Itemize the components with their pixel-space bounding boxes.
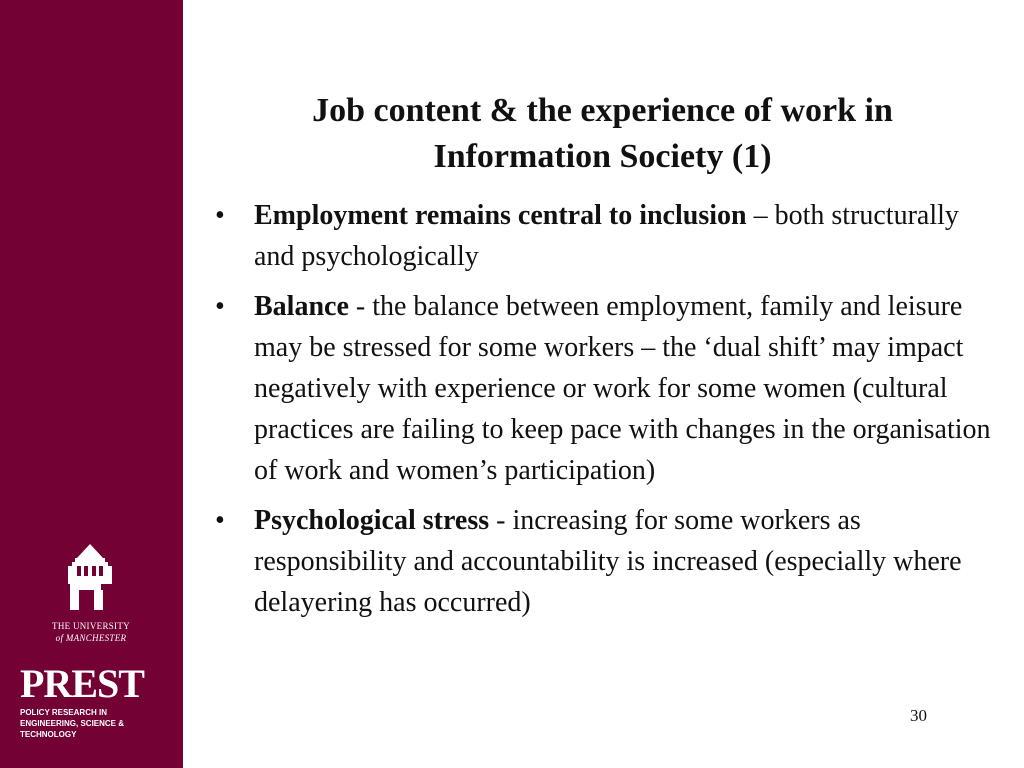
- bullet-text: - increasing for some workers as responsibility and accountability is increased (especially where delayering has occurred): [254, 505, 962, 618]
- bullet-item: [212, 286, 1002, 491]
- university-wordmark: [20, 620, 162, 644]
- bullet-list: [212, 195, 1002, 632]
- sidebar-panel: [0, 0, 183, 768]
- prest-tagline: [20, 707, 180, 740]
- university-line1: THE UNIVERSITY: [52, 621, 130, 631]
- prest-logo: PREST: [20, 661, 144, 706]
- slide-title-line1: Job content & the experience of work in: [312, 92, 893, 129]
- university-crest-icon: [63, 542, 117, 616]
- bullet-heading: Balance: [254, 291, 349, 322]
- prest-tagline-line2: ENGINEERING, SCIENCE & TECHNOLOGY: [20, 719, 125, 739]
- prest-tagline-line1: POLICY RESEARCH IN: [20, 708, 107, 717]
- bullet-heading: Employment remains central to inclusion: [254, 200, 747, 231]
- bullet-text: – both structurally and psychologically: [254, 200, 959, 272]
- university-line2: of MANCHESTER: [55, 633, 127, 643]
- bullet-mark: •: [215, 505, 225, 536]
- bullet-item: [212, 500, 1002, 623]
- slide-title: [215, 88, 990, 180]
- slide-number: 30: [910, 706, 927, 725]
- bullet-mark: •: [215, 200, 225, 231]
- slide-title-line2: Information Society (1): [433, 138, 772, 175]
- bullet-item: [212, 195, 1002, 277]
- bullet-text: - the balance between employment, family and leisure may be stressed for some workers – the ‘dual shift’ may impact negatively with experience or work for some women (cultural practices are failing to keep pace with changes in the organisation of work and women’s participation): [254, 291, 991, 486]
- bullet-heading: Psychological stress: [254, 505, 490, 536]
- bullet-mark: •: [215, 291, 225, 322]
